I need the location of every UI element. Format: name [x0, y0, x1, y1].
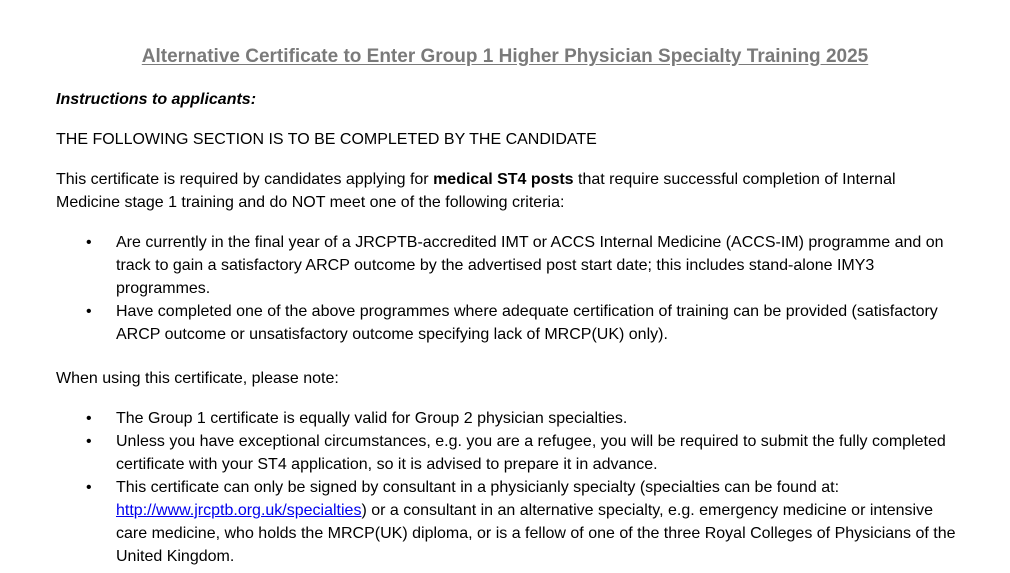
intro-text-after: that require successful completion of Internal Medicine stage 1 training and do NOT meet one of the following criteria: — [56, 171, 896, 211]
bullet-icon: • — [86, 479, 92, 496]
intro-paragraph — [56, 168, 936, 214]
note-item-text-after: ) or a consultant in an alternative specialty, e.g. emergency medicine or intensive care medicine, who holds the MRCP(UK) diploma, or is a fellow of one of the three Royal Colleges of Physicians of the United Kingdom. — [116, 502, 956, 565]
list-item — [56, 407, 956, 430]
list-item — [56, 430, 956, 476]
bullet-icon: • — [86, 234, 92, 251]
note-item-text-before: This certificate can only be signed by consultant in a physicianly specialty (specialties can be found at: — [116, 479, 840, 496]
intro-bold-text: medical ST4 posts — [433, 171, 574, 188]
intro-text-before: This certificate is required by candidates applying for — [56, 171, 434, 188]
section-heading: THE FOLLOWING SECTION IS TO BE COMPLETED BY THE CANDIDATE — [56, 131, 597, 148]
bullet-icon: • — [86, 303, 92, 320]
note-item-text: Unless you have exceptional circumstances, e.g. you are a refugee, you will be required to submit the fully completed certificate with your ST4 application, so it is advised to prepare it in advance. — [116, 433, 946, 473]
criteria-item-text: Have completed one of the above programmes where adequate certification of training can be provided (satisfactory ARCP outcome or unsatisfactory outcome specifying lack of MRCP(UK) only). — [116, 303, 938, 343]
list-item — [56, 476, 956, 568]
list-item — [56, 231, 956, 300]
instructions-heading: Instructions to applicants: — [56, 91, 257, 108]
criteria-list — [56, 231, 956, 346]
bullet-icon: • — [86, 433, 92, 450]
criteria-item-text: Are currently in the final year of a JRCPTB-accredited IMT or ACCS Internal Medicine (ACCS-IM) programme and on track to gain a satisfactory ARCP outcome by the advertised post start date; this includes stand-alone IMY3 programmes. — [116, 234, 944, 297]
note-heading: When using this certificate, please note: — [56, 370, 339, 387]
list-item — [56, 300, 956, 346]
notes-list — [56, 407, 956, 568]
document-title: Alternative Certificate to Enter Group 1 Higher Physician Specialty Training 2025 — [141, 46, 869, 67]
specialties-link[interactable]: http://www.jrcptb.org.uk/specialties — [116, 502, 362, 519]
bullet-icon: • — [86, 410, 92, 427]
note-item-text: The Group 1 certificate is equally valid for Group 2 physician specialties. — [116, 410, 628, 427]
